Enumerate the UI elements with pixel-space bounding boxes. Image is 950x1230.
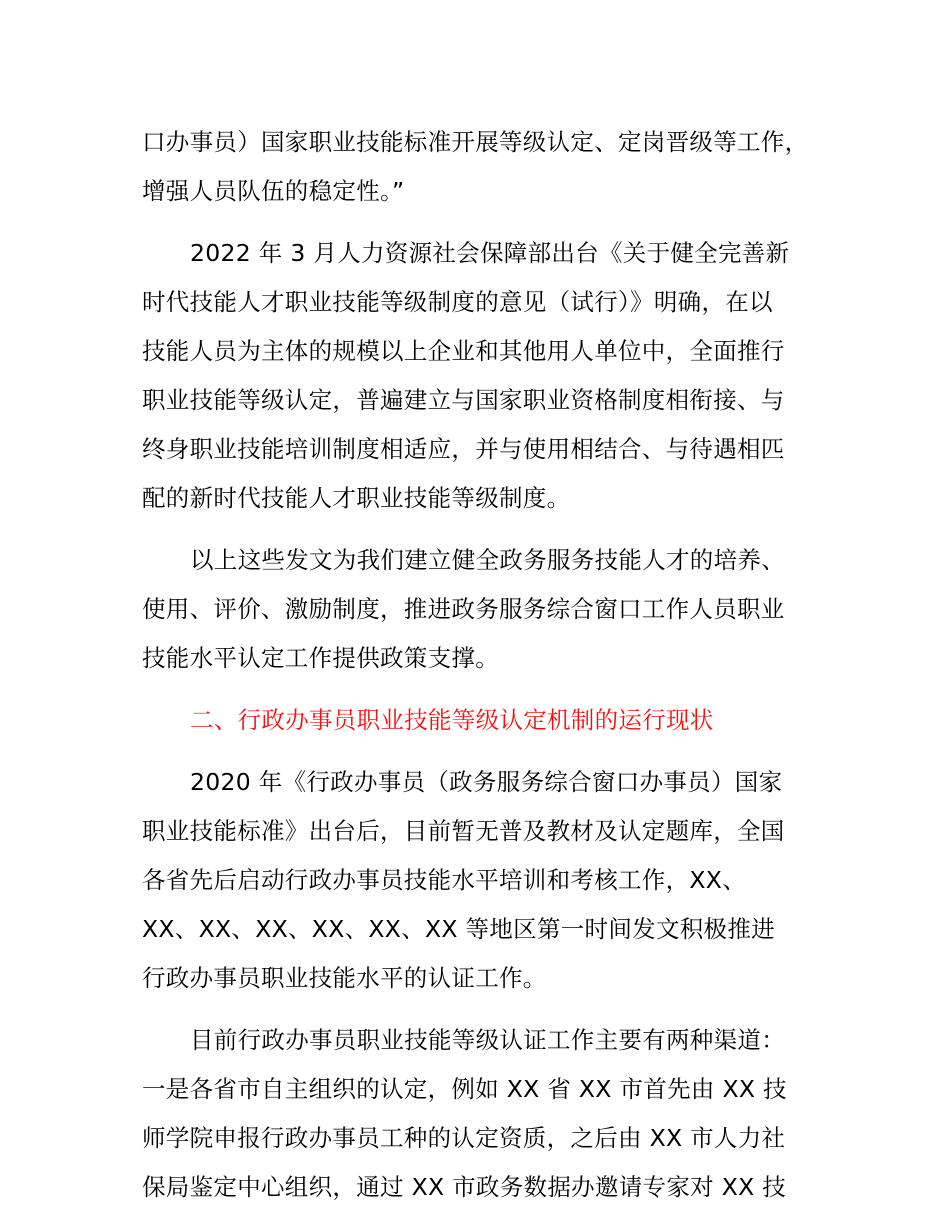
text-line: XX、XX、XX、XX、XX、XX 等地区第一时间发文积极推进 (142, 915, 775, 943)
section-heading: 二、行政办事员职业技能等级认定机制的运行现状 (190, 706, 714, 734)
paragraph-first-line: 以上这些发文为我们建立健全政务服务技能人才的培养、 (190, 546, 785, 574)
text-line: 时代技能人才职业技能等级制度的意见（试行）》明确，在以 (142, 288, 773, 316)
text-line: 一是各省市自主组织的认定，例如 XX 省 XX 市首先由 XX 技 (142, 1075, 787, 1103)
text-line: 增强人员队伍的稳定性。” (142, 177, 405, 205)
paragraph-first-line: 目前行政办事员职业技能等级认证工作主要有两种渠道： (190, 1026, 785, 1054)
text-line: 职业技能标准》出台后，目前暂无普及教材及认定题库，全国 (142, 817, 785, 845)
text-line: 各省先后启动行政办事员技能水平培训和考核工作，XX、 (142, 866, 746, 894)
text-line: 行政办事员职业技能水平的认证工作。 (142, 964, 547, 992)
paragraph-first-line: 2020 年《行政办事员（政务服务综合窗口办事员）国家 (190, 768, 783, 796)
text-line: 配的新时代技能人才职业技能等级制度。 (142, 484, 571, 512)
paragraph-first-line: 2022 年 3 月人力资源社会保障部出台《关于健全完善新 (190, 239, 790, 267)
text-line: 职业技能等级认定，普遍建立与国家职业资格制度相衔接、与 (142, 386, 785, 414)
text-line: 终身职业技能培训制度相适应，并与使用相结合、与待遇相匹 (142, 435, 785, 463)
text-line: 口办事员）国家职业技能标准开展等级认定、定岗晋级等工作， (142, 128, 809, 156)
text-line: 技能水平认定工作提供政策支撑。 (142, 644, 499, 672)
text-line: 使用、评价、激励制度，推进政务服务综合窗口工作人员职业 (142, 595, 785, 623)
text-line: 保局鉴定中心组织，通过 XX 市政务数据办邀请专家对 XX 技 (142, 1173, 787, 1201)
text-line: 技能人员为主体的规模以上企业和其他用人单位中，全面推行 (142, 337, 785, 365)
text-line: 师学院申报行政办事员工种的认定资质，之后由 XX 市人力社 (142, 1124, 786, 1152)
